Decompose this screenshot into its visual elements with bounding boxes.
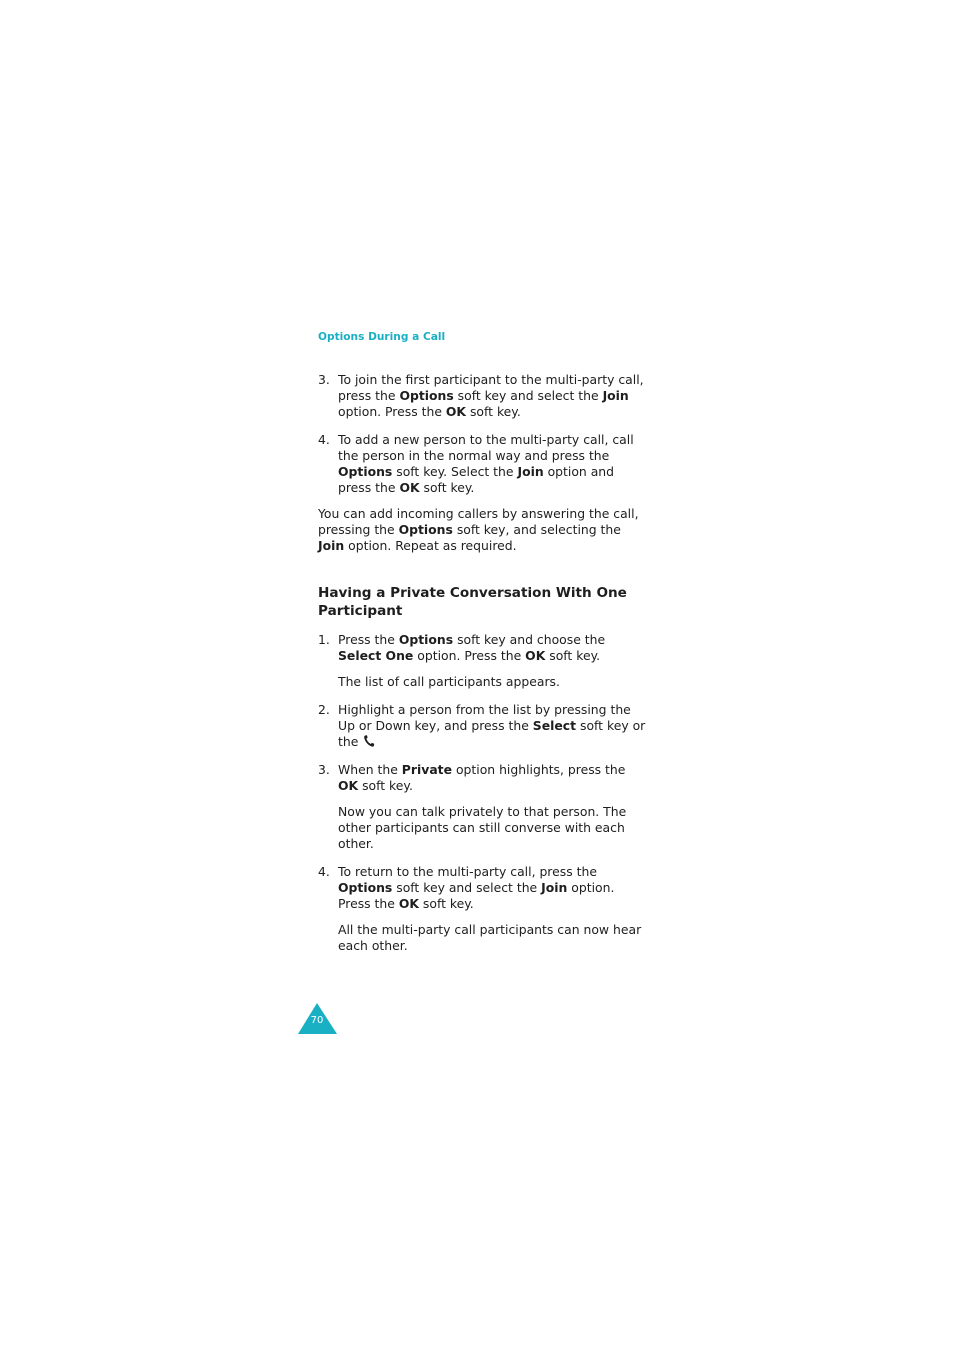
step-text: Highlight a person from the list by pressing the Up or Down key, and press the Select soft key or the — [338, 702, 646, 749]
private-conversation-heading: Having a Private Conversation With One Participant — [318, 585, 627, 619]
page-number-badge — [298, 1003, 338, 1035]
private-step-4 — [318, 864, 648, 954]
step-text: To add a new person to the multi-party call, call the person in the normal way and press the Options soft key. Select the Join option and press the OK soft key. — [338, 432, 634, 495]
step-note: The list of call participants appears. — [338, 674, 560, 689]
step-note: Now you can talk privately to that person. The other participants can still converse with each other. — [338, 804, 627, 851]
step-4-add — [318, 432, 648, 496]
step-number: 4. — [318, 864, 330, 879]
phone-handset-icon — [362, 734, 376, 748]
step-text: Press the Options soft key and choose the Select One option. Press the OK soft key. The list of call participants appears. — [338, 632, 648, 690]
step-note: All the multi-party call participants can now hear each other. — [338, 922, 642, 953]
step-number: 1. — [318, 632, 330, 647]
step-3-join — [318, 372, 648, 420]
incoming-callers-paragraph: You can add incoming callers by answering the call, pressing the Options soft key, and selecting the Join option. Repeat as required. — [318, 506, 639, 553]
step-number: 3. — [318, 372, 330, 387]
section-header: Options During a Call — [318, 331, 446, 343]
page-content — [318, 330, 648, 966]
step-text: To return to the multi-party call, press the Options soft key and select the Join option. Press the OK soft key. All the multi-party call participants can now hear each other. — [338, 864, 648, 954]
step-text: When the Private option highlights, press the OK soft key. Now you can talk privately to that person. The other participants can still converse with each other. — [338, 762, 648, 852]
private-step-2 — [318, 702, 648, 750]
step-number: 4. — [318, 432, 330, 447]
page-number: 70 — [310, 1015, 324, 1026]
private-step-1 — [318, 632, 648, 690]
private-step-3 — [318, 762, 648, 852]
step-text: To join the first participant to the multi-party call, press the Options soft key and select the Join option. Press the OK soft key. — [338, 372, 644, 419]
step-number: 3. — [318, 762, 330, 777]
step-number: 2. — [318, 702, 330, 717]
